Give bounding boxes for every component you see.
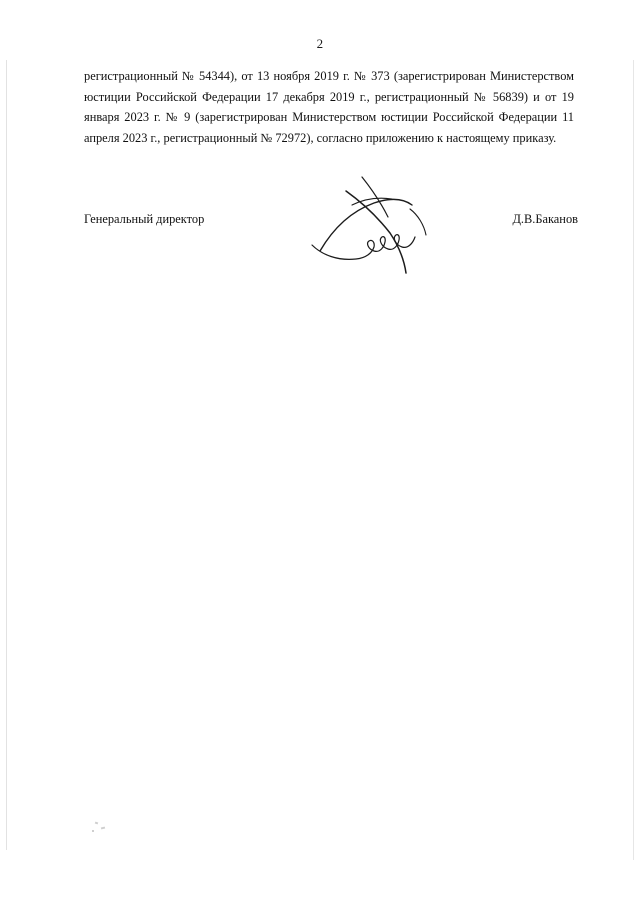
scan-speck xyxy=(95,822,98,825)
scan-speck xyxy=(92,830,94,832)
signatory-title: Генеральный директор xyxy=(84,212,205,226)
body-paragraph xyxy=(84,66,574,148)
signature-block xyxy=(84,212,578,242)
page-number: 2 xyxy=(316,36,324,51)
signatory-name: Д.В.Баканов xyxy=(512,212,578,226)
scan-edge-right xyxy=(633,60,634,860)
scan-speck xyxy=(101,827,105,830)
scan-edge-left xyxy=(6,60,7,850)
paragraph-text: регистрационный № 54344), от 13 ноября 2019 г. № 373 (зарегистрирован Министерством юстиции Российской Федерации 17 декабря 2019 г., регистрационный № 56839) и от 19 января 2023 г. № 9 (зарегистрирован Министерством юстиции Российской Федерации 11 апреля 2023 г., регистрационный № 72972), согласно приложению к настоящему приказу. xyxy=(84,69,574,145)
